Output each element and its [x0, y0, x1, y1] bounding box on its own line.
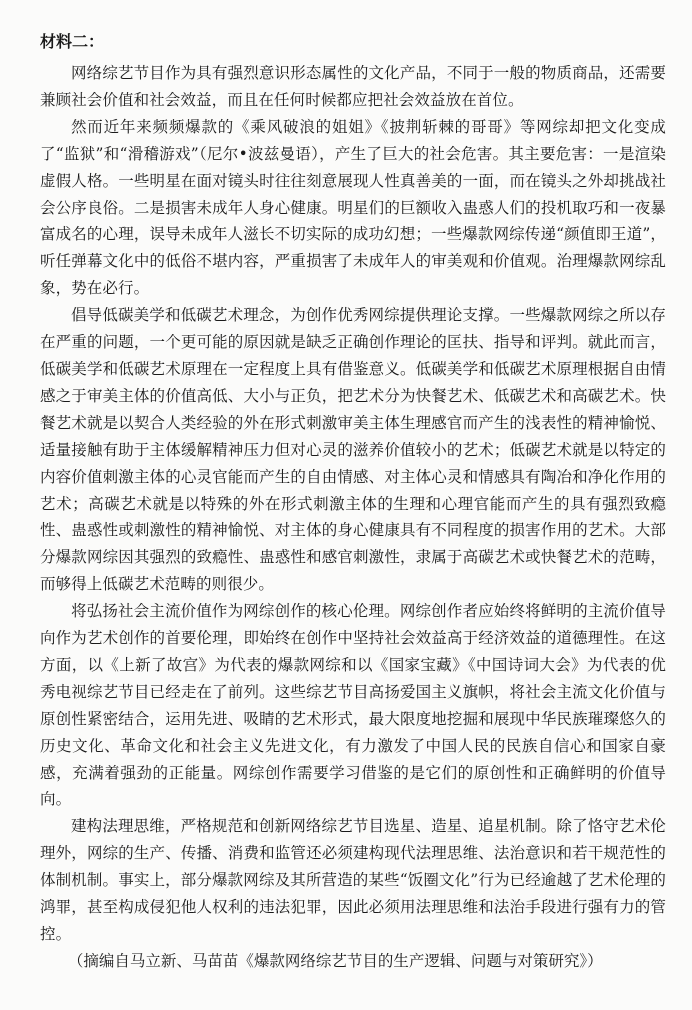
- document-body: [40, 30, 666, 975]
- source-citation: （摘编自马立新、马苗苗《爆款网络综艺节目的生产逻辑、问题与对策研究》）: [67, 951, 603, 970]
- paragraph-5: 建构法理思维，严格规范和创新网络综艺节目选星、造星、追星机制。除了恪守艺术伦理外，网综的生产、传播、消费和监管还必须建构现代法理思维、法治意识和若干规范性的体制机制。事实上，部分爆款网综及其所营造的某些“饭圈文化”行为已经逾越了艺术伦理的鸿罪，甚至构成侵犯他人权利的违法犯罪，因此必须用法理思维和法治手段进行强有力的管控。: [40, 817, 666, 943]
- paragraph-4: 将弘扬社会主流价值作为网综创作的核心伦理。网综创作者应始终将鲜明的主流价值导向作为艺术创作的首要伦理，即始终在创作中坚持社会效益高于经济效益的道德理性。在这方面，以《上新了故宫》为代表的爆款网综和以《国家宝藏》《中国诗词大会》为代表的优秀电视综艺节目已经走在了前列。这些综艺节目高扬爱国主义旗帜，将社会主流文化价值与原创性紧密结合，运用先进、吸睛的艺术形式，最大限度地挖掘和展现中华民族璀璨悠久的历史文化、革命文化和社会主义先进文化，有力激发了中国人民的民族自信心和国家自豪感，充满着强劲的正能量。网综创作需要学习借鉴的是它们的原创性和正确鲜明的价值导向。: [40, 602, 666, 809]
- paragraph-3: 倡导低碳美学和低碳艺术理念，为创作优秀网综提供理论支撑。一些爆款网综之所以存在严重的问题，一个更可能的原因就是缺乏正确创作理论的匡扶、指导和评判。就此而言，低碳美学和低碳艺术原理在一定程度上具有借鉴意义。低碳美学和低碳艺术原理根据自由情感之于审美主体的价值高低、大小与正负，把艺术分为快餐艺术、低碳艺术和高碳艺术。快餐艺术就是以契合人类经验的外在形式刺激审美主体生理感官而产生的浅表性的精神愉悦、适量接触有助于主体缓解精神压力但对心灵的滋养价值较小的艺术；低碳艺术就是以特定的内容价值刺激主体的心灵官能而产生的自由情感、对主体心灵和情感具有陶冶和净化作用的艺术；高碳艺术就是以特殊的外在形式刺激主体的生理和心理官能而产生的具有强烈致瘾性、蛊惑性或刺激性的精神愉悦、对主体的身心健康具有不同程度的损害作用的艺术。大部分爆款网综因其强烈的致瘾性、蛊惑性和感官刺激性，隶属于高碳艺术或快餐艺术的范畴，而够得上低碳艺术范畴的则很少。: [40, 306, 666, 594]
- paragraph-1: 网络综艺节目作为具有强烈意识形态属性的文化产品，不同于一般的物质商品，还需要兼顾社会价值和社会效益，而且在任何时候都应把社会效益放在首位。: [40, 64, 666, 109]
- paragraph-2: 然而近年来频频爆款的《乘风破浪的姐姐》《披荆斩棘的哥哥》等网综却把文化变成了“监狱”和“滑稽游戏”（尼尔•波兹曼语），产生了巨大的社会危害。其主要危害：一是渲染虚假人格。一些明星在面对镜头时往往刻意展现人性真善美的一面，而在镜头之外却挑战社会公序良俗。二是损害未成年人身心健康。明星们的巨额收入蛊惑人们的投机取巧和一夜暴富成名的心理，误导未成年人滋长不切实际的成功幻想；一些爆款网综传递“颜值即王道”，听任弹幕文化中的低俗不堪内容，严重损害了未成年人的审美观和价值观。治理爆款网综乱象，势在必行。: [40, 117, 666, 298]
- section-heading: 材料二：: [40, 32, 105, 51]
